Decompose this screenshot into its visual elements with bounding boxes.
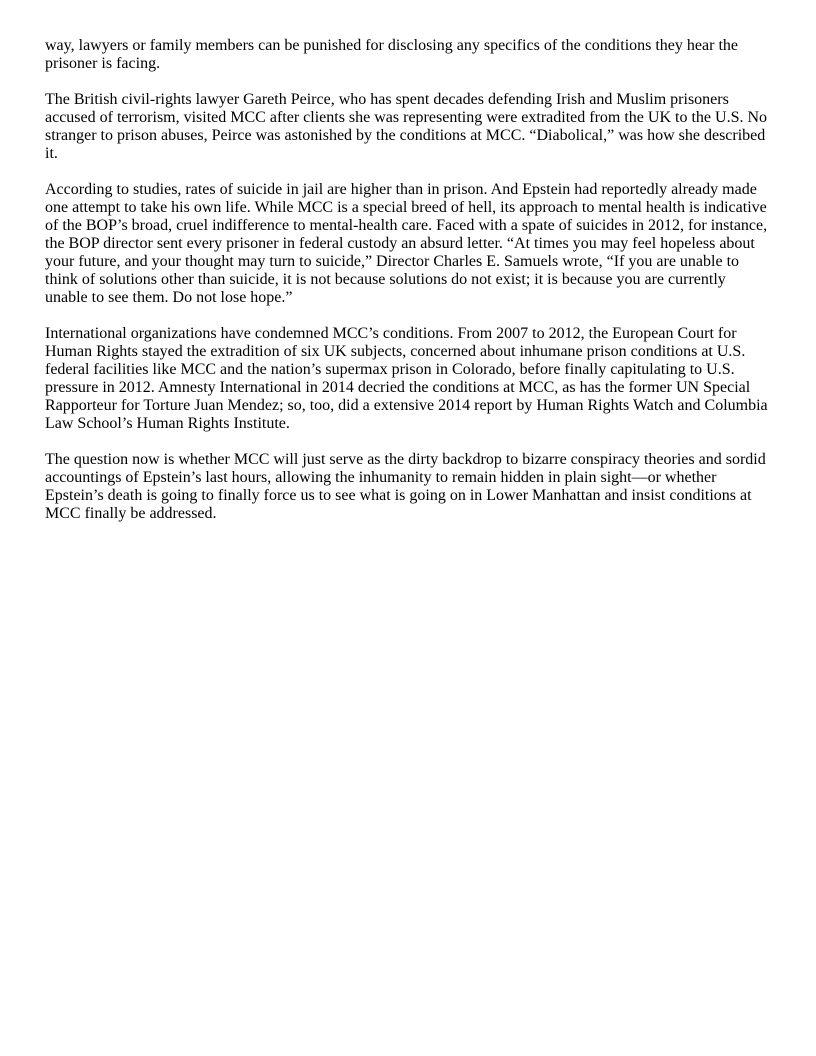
paragraph-suicide-rates: According to studies, rates of suicide in jail are higher than in prison. And Epstein had reportedly already made one attempt to take his own life. While MCC is a special breed of hell, its approach to mental health is indicative of the BOP’s broad, cruel indifference to mental-health care. Faced with a spate of suicides in 2012, for instance, the BOP director sent every prisoner in federal custody an absurd letter. “At times you may feel hopeless about your future, and your thought may turn to suicide,” Director Charles E. Samuels wrote, “If you are unable to think of solutions other than suicide, it is not because solutions do not exist; it is because you are currently unable to see them. Do not lose hope.” (45, 181, 768, 306)
paragraph-international-organizations: International organizations have condemned MCC’s conditions. From 2007 to 2012, the European Court for Human Rights stayed the extradition of six UK subjects, concerned about inhumane prison conditions at U.S. federal facilities like MCC and the nation’s supermax prison in Colorado, before finally capitulating to U.S. pressure in 2012. Amnesty International in 2014 decried the conditions at MCC, as has the former UN Special Rapporteur for Torture Juan Mendez; so, too, did a extensive 2014 report by Human Rights Watch and Columbia Law School’s Human Rights Institute. (45, 325, 768, 432)
paragraph-gareth-peirce: The British civil-rights lawyer Gareth Peirce, who has spent decades defending Irish and Muslim prisoners accused of terrorism, visited MCC after clients she was representing were extradited from the UK to the U.S. No stranger to prison abuses, Peirce was astonished by the conditions at MCC. “Diabolical,” was how she described it. (45, 91, 768, 162)
paragraph-conclusion: The question now is whether MCC will just serve as the dirty backdrop to bizarre conspiracy theories and sordid accountings of Epstein’s last hours, allowing the inhumanity to remain hidden in plain sight—or whether Epstein’s death is going to finally force us to see what is going on in Lower Manhattan and insist conditions at MCC finally be addressed. (45, 451, 766, 522)
document-body (45, 37, 771, 541)
paragraph-continuation: way, lawyers or family members can be punished for disclosing any specifics of the conditions they hear the prisoner is facing. (45, 37, 738, 72)
